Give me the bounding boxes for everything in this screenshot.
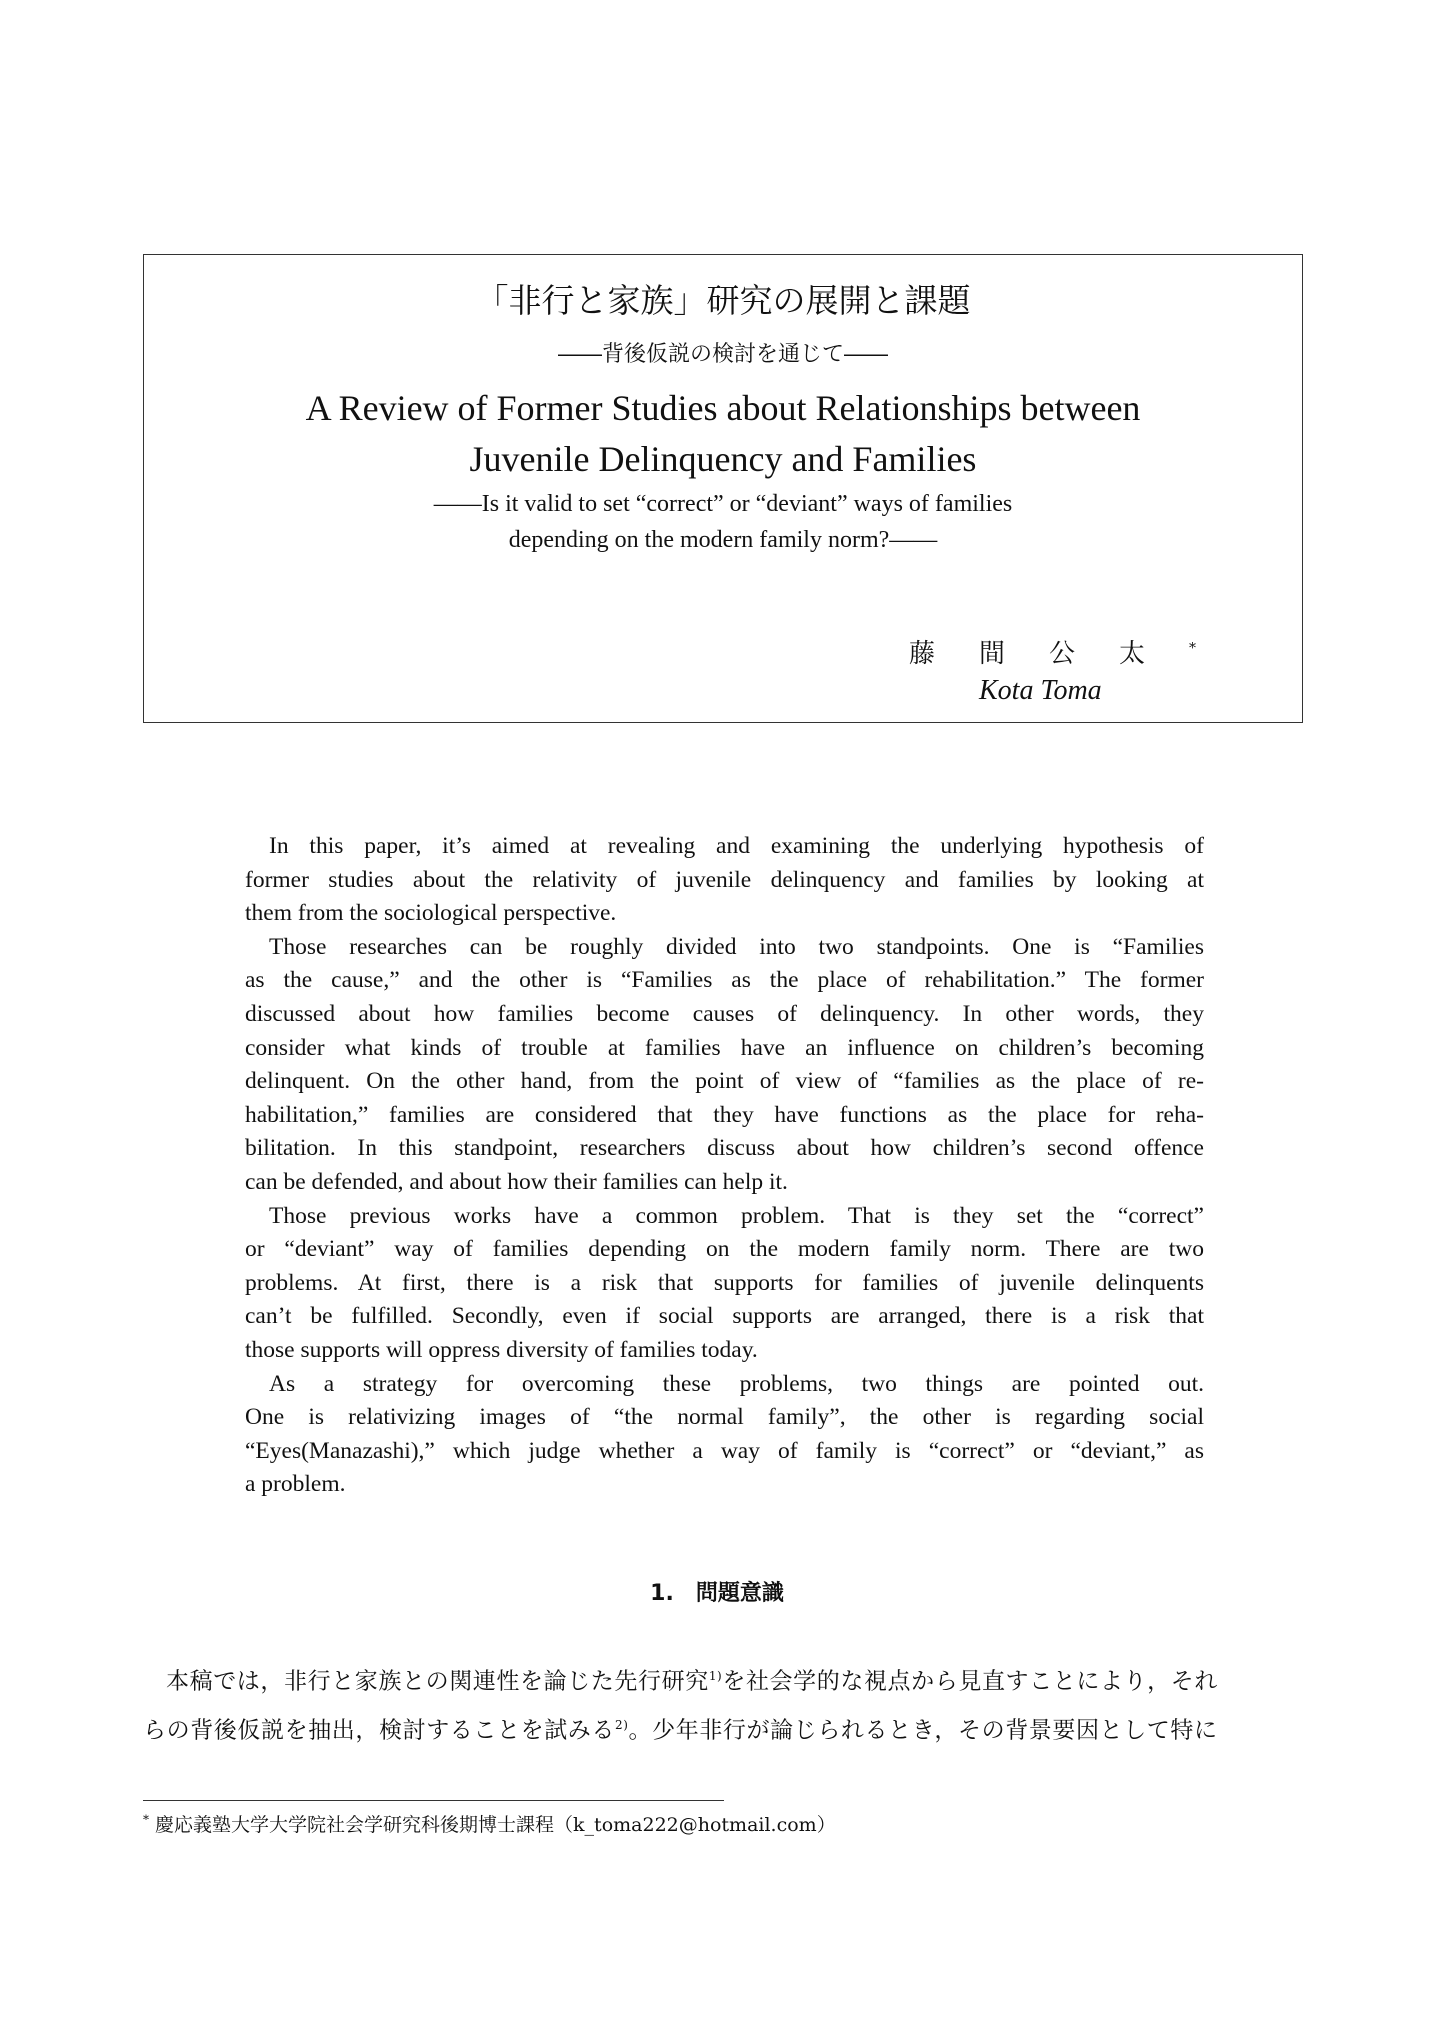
abstract-line: habilitation,” families are considered that they have functions as the place for reha- — [245, 1101, 1204, 1128]
english-title-line-1: A Review of Former Studies about Relationships between — [305, 388, 1141, 428]
footnote-ref[interactable]: 2) — [615, 1717, 629, 1732]
abstract-line: can be defended, and about how their families can help it. — [245, 1168, 788, 1195]
footnote-text: 慶応義塾大学大学院社会学研究科後期博士課程（k_toma222@hotmail.com） — [155, 1814, 836, 1836]
japanese-subtitle: ――背後仮説の検討を通じて―― — [557, 342, 888, 367]
english-title-line-2: Juvenile Delinquency and Families — [469, 439, 977, 479]
abstract-line: problems. At first, there is a risk that supports for families of juvenile delinquents — [245, 1269, 1204, 1296]
english-subtitle-line-2: depending on the modern family norm?―― — [508, 527, 938, 553]
title-box — [143, 254, 1303, 723]
abstract-line: a problem. — [245, 1471, 346, 1498]
abstract-line: discussed about how families become causes of delinquency. In other words, they — [245, 1000, 1204, 1027]
abstract-paragraph — [245, 830, 1204, 931]
abstract-line: Those previous works have a common problem. That is they set the “correct” — [269, 1202, 1204, 1229]
abstract-paragraph — [245, 1200, 1204, 1368]
abstract-paragraph — [245, 1368, 1204, 1502]
body-line — [143, 1655, 1304, 1704]
footnote — [143, 1810, 836, 1837]
abstract — [245, 830, 1204, 1502]
author-name-ja-text: 藤間公太 — [909, 639, 1190, 669]
footnote-mark: * — [143, 1812, 149, 1827]
author-footnote-mark: * — [1189, 640, 1197, 657]
abstract-line: One is relativizing images of “the normal family”, the other is regarding social — [245, 1404, 1204, 1431]
footnote-ref[interactable]: 1) — [708, 1669, 723, 1683]
abstract-line: consider what kinds of trouble at families have an influence on children’s becoming — [245, 1034, 1204, 1061]
abstract-line: “Eyes(Manazashi),” which judge whether a way of family is “correct” or “deviant,” as — [245, 1437, 1204, 1464]
section-heading: 1. 問題意識 — [650, 1581, 784, 1606]
abstract-line: can’t be fulfilled. Secondly, even if social supports are arranged, there is a risk that — [245, 1303, 1204, 1330]
abstract-line: those supports will oppress diversity of families today. — [245, 1336, 758, 1363]
author-name-english: Kota Toma — [979, 675, 1102, 706]
author-name-japanese — [909, 633, 1349, 670]
abstract-line: bilitation. In this standpoint, researchers discuss about how children’s second offence — [245, 1135, 1204, 1162]
japanese-title: 「非行と家族」研究の展開と課題 — [475, 281, 971, 320]
abstract-line: Those researches can be roughly divided into two standpoints. One is “Families — [269, 933, 1204, 960]
abstract-line: In this paper, it’s aimed at revealing and examining the underlying hypothesis of — [269, 833, 1204, 859]
body-text-span: 。少年非行が論じられるとき，その背景要因として特に — [628, 1717, 1218, 1744]
body-line — [143, 1704, 1304, 1753]
abstract-line: former studies about the relativity of juvenile delinquency and families by looking at — [245, 866, 1204, 893]
body-text-span: を社会学的な視点から見直すことにより，それ — [722, 1668, 1218, 1695]
abstract-line: delinquent. On the other hand, from the point of view of “families as the place of re- — [245, 1068, 1204, 1095]
body-text — [143, 1655, 1304, 1752]
abstract-paragraph — [245, 931, 1204, 1200]
english-subtitle-line-1: ――Is it valid to set “correct” or “deviant” ways of families — [433, 491, 1013, 517]
abstract-line: As a strategy for overcoming these problems, two things are pointed out. — [269, 1370, 1204, 1397]
body-text-span: 本稿では，非行と家族との関連性を論じた先行研究 — [166, 1668, 709, 1695]
abstract-line: them from the sociological perspective. — [245, 900, 617, 927]
footnote-divider — [143, 1800, 724, 1801]
body-text-span: らの背後仮説を抽出，検討することを試みる — [143, 1717, 615, 1744]
abstract-line: or “deviant” way of families depending on the modern family norm. There are two — [245, 1236, 1204, 1263]
abstract-line: as the cause,” and the other is “Families as the place of rehabilitation.” The former — [245, 967, 1204, 994]
